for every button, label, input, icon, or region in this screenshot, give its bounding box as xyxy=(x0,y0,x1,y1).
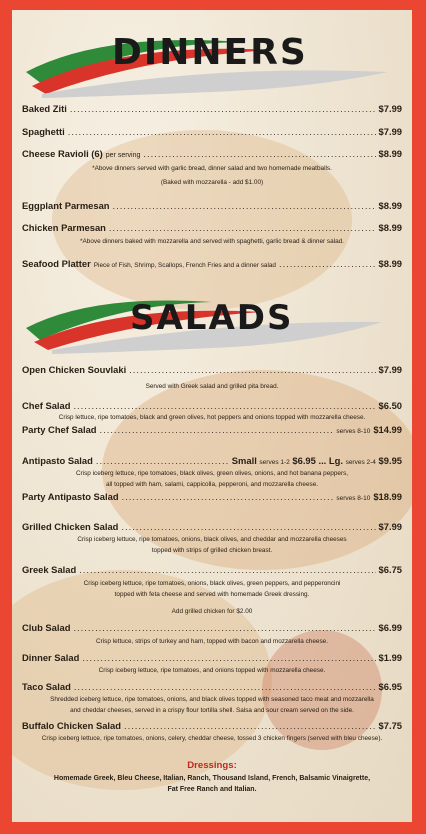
item-name: Greek Salad xyxy=(22,564,77,575)
menu-panel xyxy=(12,10,412,822)
item-price: $8.99 xyxy=(378,148,402,159)
menu-item-chef-salad xyxy=(22,400,402,411)
item-name: Dinner Salad xyxy=(22,652,80,663)
item-name: Open Chicken Souvlaki xyxy=(22,364,127,375)
leader-dots xyxy=(279,258,376,269)
item-description: Crisp iceberg lettuce, ripe tomatoes, onions, black olives, green peppers, and pepperoncini xyxy=(83,580,341,587)
item-description: topped with strips of grilled chicken breast. xyxy=(151,547,273,554)
menu-item-antipasto-salad xyxy=(22,455,402,466)
menu-item-seafood-platter xyxy=(22,258,402,269)
dressings-line: Homemade Greek, Bleu Cheese, Italian, Ranch, Thousand Island, French, Balsamic Vinaigrette, xyxy=(53,775,371,782)
leader-dots xyxy=(143,148,375,159)
leader-dots xyxy=(100,424,334,435)
salads-banner xyxy=(12,288,412,358)
item-name: Club Salad xyxy=(22,622,71,633)
menu-item-chicken-parmesan xyxy=(22,222,402,233)
item-name: Chicken Parmesan xyxy=(22,222,106,233)
item-name: Eggplant Parmesan xyxy=(22,200,110,211)
item-price: $6.95 xyxy=(378,681,402,692)
item-name: Grilled Chicken Salad xyxy=(22,521,119,532)
leader-dots xyxy=(109,222,376,233)
dinners-banner xyxy=(12,28,412,98)
leader-dots xyxy=(70,103,376,114)
item-name: Baked Ziti xyxy=(22,103,67,114)
item-price: $8.99 xyxy=(378,200,402,211)
leader-dots xyxy=(124,720,376,731)
item-price: $14.99 xyxy=(373,424,402,435)
dinners-note: *Above dinners baked with mozzarella and served with spaghetti, garlic bread & dinner salad. xyxy=(80,238,344,245)
menu-item-cheese-ravioli xyxy=(22,148,402,159)
item-name: Cheese Ravioli (6) xyxy=(22,148,103,159)
item-description: Shredded iceberg lettuce, ripe tomatoes, onions, and black olives topped with seasoned taco meat and mozzarella xyxy=(50,696,374,703)
dressings-line: Fat Free Ranch and Italian. xyxy=(167,786,257,793)
item-name: Party Chef Salad xyxy=(22,424,97,435)
leader-dots xyxy=(73,400,375,411)
menu-item-spaghetti xyxy=(22,126,402,137)
item-price: $6.75 xyxy=(378,564,402,575)
item-name: Party Antipasto Salad xyxy=(22,491,119,502)
menu-item-eggplant xyxy=(22,200,402,211)
item-description: Crisp iceberg lettuce, ripe tomatoes, onions, black olives, and cheddar and mozzarella cheeses xyxy=(77,536,347,543)
item-description: Crisp lettuce, ripe tomatoes, black and green olives, hot peppers and onions topped with mozzarella cheese. xyxy=(58,414,366,421)
item-description: topped with feta cheese and served with homemade Greek dressing. xyxy=(114,591,310,598)
item-description: Crisp iceberg lettuce, ripe tomatoes, black olives, green olives, onions, and hot banana peppers, xyxy=(75,470,349,477)
serving-size: serves 8-10 xyxy=(336,428,371,435)
item-name: Spaghetti xyxy=(22,126,65,137)
item-price: $7.75 xyxy=(378,720,402,731)
dinners-note: *Above dinners served with garlic bread, dinner salad and two homemade meatballs. xyxy=(92,165,332,172)
item-price: $8.99 xyxy=(378,258,402,269)
salads-title: SALADS xyxy=(130,298,294,338)
item-price: $6.99 xyxy=(378,622,402,633)
item-name: Seafood Platter xyxy=(22,258,91,269)
item-description: and cheddar cheeses, served in a crispy flour tortilla shell. Salsa and sour cream served on the side. xyxy=(70,707,354,714)
item-name: Antipasto Salad xyxy=(22,455,93,466)
item-name: Taco Salad xyxy=(22,681,71,692)
item-description: Crisp iceberg lettuce, ripe tomatoes, and onions topped with mozzarella cheese. xyxy=(98,667,326,674)
leader-dots xyxy=(68,126,376,137)
menu-item-grilled-chicken-salad xyxy=(22,521,402,532)
menu-item-party-antipasto xyxy=(22,491,402,502)
item-price: $7.99 xyxy=(378,521,402,532)
menu-item-open-chicken-souvlaki xyxy=(22,364,402,375)
item-name: Buffalo Chicken Salad xyxy=(22,720,121,731)
dressings-list xyxy=(32,773,392,795)
item-note: per serving xyxy=(105,152,141,159)
menu-item-baked-ziti xyxy=(22,103,402,114)
leader-dots xyxy=(73,622,375,633)
item-name: Chef Salad xyxy=(22,400,71,411)
dinners-title: DINNERS xyxy=(112,32,308,73)
menu-item-taco-salad xyxy=(22,681,402,692)
serving-size: serves 8-10 xyxy=(336,495,371,502)
item-price: $7.99 xyxy=(378,103,402,114)
dinners-note: (Baked with mozzarella - add $1.00) xyxy=(160,179,264,186)
small-size: Small serves 1-2 $6.95 ... Lg. serves 2-4 $9.95 xyxy=(231,455,402,466)
item-description: all topped with ham, salami, cappicolla, pepperoni, and mozzarella cheese. xyxy=(105,481,319,488)
item-note: Piece of Fish, Shrimp, Scallops, French Fries and a dinner salad xyxy=(93,262,276,269)
menu-item-greek-salad xyxy=(22,564,402,575)
leader-dots xyxy=(113,200,376,211)
menu-item-club-salad xyxy=(22,622,402,633)
item-price: $6.50 xyxy=(378,400,402,411)
leader-dots xyxy=(121,521,375,532)
leader-dots xyxy=(74,681,376,692)
background-pizza xyxy=(12,570,272,790)
leader-dots xyxy=(122,491,334,502)
leader-dots xyxy=(96,455,229,466)
item-description: Crisp iceberg lettuce, ripe tomatoes, onions, celery, cheddar cheese, tossed 3 chicken fingers (served with bleu cheese). xyxy=(41,735,383,742)
item-description: Crisp lettuce, strips of turkey and ham, topped with bacon and mozzarella cheese. xyxy=(96,638,328,645)
dressings-title: Dressings: xyxy=(187,760,237,771)
item-price: $18.99 xyxy=(373,491,402,502)
leader-dots xyxy=(79,564,375,575)
item-description: Served with Greek salad and grilled pita bread. xyxy=(145,383,279,390)
menu-item-buffalo-chicken-salad xyxy=(22,720,402,731)
leader-dots xyxy=(129,364,375,375)
menu-item-party-chef-salad xyxy=(22,424,402,435)
leader-dots xyxy=(82,652,375,663)
item-description: Add grilled chicken for $2.00 xyxy=(171,608,253,615)
menu-item-dinner-salad xyxy=(22,652,402,663)
item-price: $7.99 xyxy=(378,364,402,375)
item-price: $7.99 xyxy=(378,126,402,137)
item-price: $8.99 xyxy=(378,222,402,233)
item-price: $1.99 xyxy=(378,652,402,663)
